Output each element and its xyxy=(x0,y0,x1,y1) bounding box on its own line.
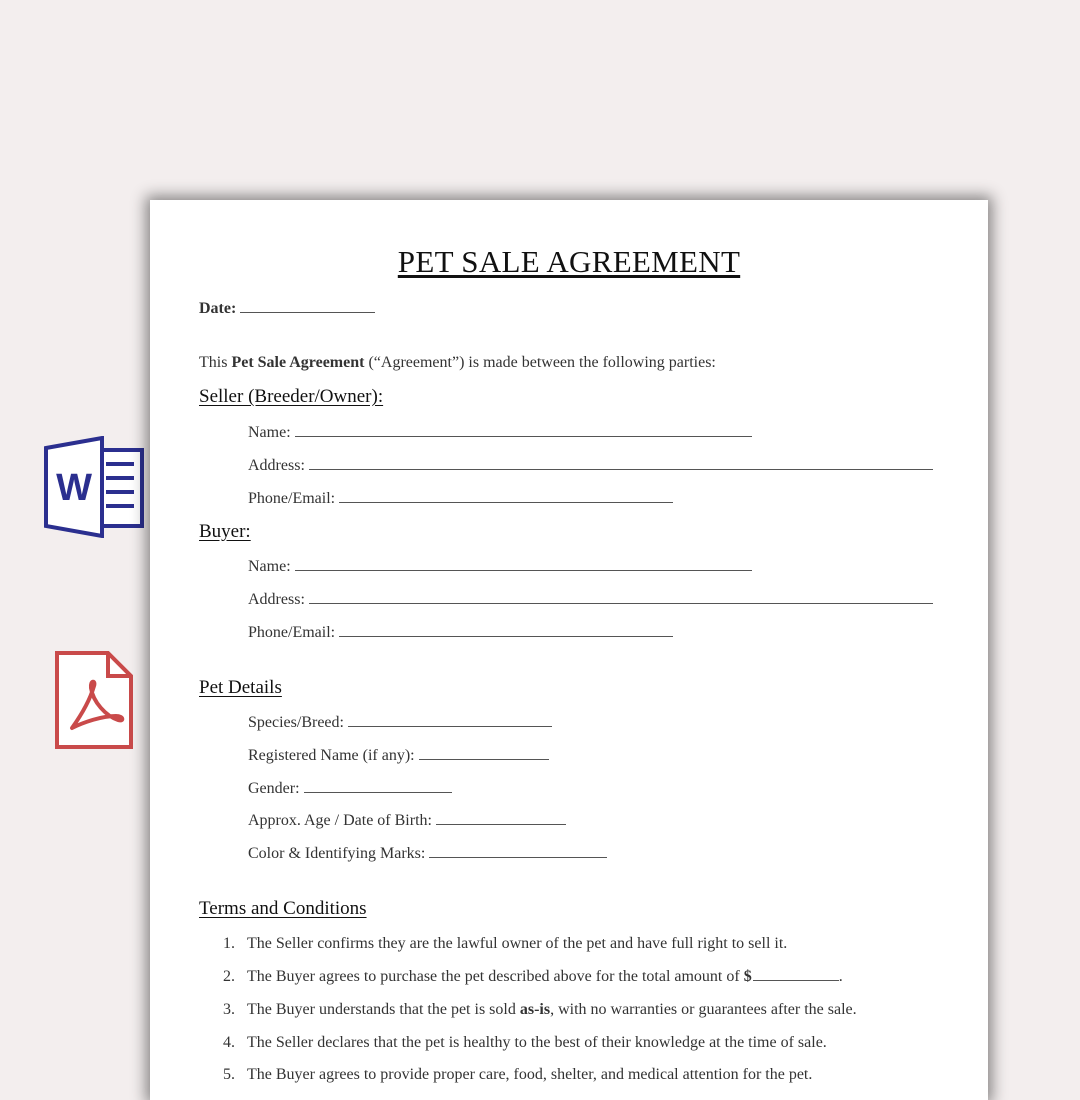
terms-item: 1. The Seller confirms they are the lawful owner of the pet and have full right to sell it. xyxy=(223,935,788,952)
terms-item: 3. The Buyer understands that the pet is sold as-is, with no warranties or guarantees after the sale. xyxy=(223,1001,857,1018)
buyer-name-row: Name: xyxy=(248,558,752,576)
document-title: PET SALE AGREEMENT xyxy=(397,244,741,279)
pdf-document-icon xyxy=(54,650,134,750)
svg-text:W: W xyxy=(56,467,92,509)
as-is-text: as-is xyxy=(519,1001,551,1018)
pet-species-blank[interactable] xyxy=(348,725,552,727)
seller-name-blank[interactable] xyxy=(295,435,752,437)
pet-registered-name-blank[interactable] xyxy=(419,758,549,760)
seller-phone-blank[interactable] xyxy=(339,501,673,503)
agreement-page xyxy=(150,200,988,1100)
pet-species-row: Species/Breed: xyxy=(248,714,552,732)
seller-address-row: Address: xyxy=(248,457,933,475)
seller-name-row: Name: xyxy=(248,424,752,442)
price-blank[interactable] xyxy=(753,979,839,981)
price-symbol: $ xyxy=(743,968,752,985)
pet-details-heading: Pet Details xyxy=(199,677,282,698)
buyer-phone-row: Phone/Email: xyxy=(248,624,673,642)
pet-gender-row: Gender: xyxy=(248,780,452,798)
buyer-address-row: Address: xyxy=(248,591,933,609)
buyer-heading: Buyer: xyxy=(199,521,251,542)
terms-item: 4. The Seller declares that the pet is healthy to the best of their knowledge at the time of sale. xyxy=(223,1034,827,1051)
buyer-name-blank[interactable] xyxy=(295,569,752,571)
terms-item: 2. The Buyer agrees to purchase the pet described above for the total amount of $ . xyxy=(223,968,843,985)
terms-item: 5. The Buyer agrees to provide proper care, food, shelter, and medical attention for the pet. xyxy=(223,1066,813,1083)
pet-gender-blank[interactable] xyxy=(304,791,452,793)
word-document-icon xyxy=(44,436,146,538)
pet-color-blank[interactable] xyxy=(429,856,607,858)
intro-paragraph: This Pet Sale Agreement (“Agreement”) is made between the following parties: xyxy=(199,354,716,371)
agreement-name: Pet Sale Agreement xyxy=(231,354,365,371)
pet-age-row: Approx. Age / Date of Birth: xyxy=(248,812,566,830)
buyer-address-blank[interactable] xyxy=(309,602,933,604)
pet-color-row: Color & Identifying Marks: xyxy=(248,845,607,863)
pet-age-blank[interactable] xyxy=(436,823,566,825)
buyer-phone-blank[interactable] xyxy=(339,635,673,637)
seller-address-blank[interactable] xyxy=(309,468,933,470)
date-row xyxy=(199,300,375,318)
date-blank[interactable] xyxy=(240,311,375,313)
seller-heading: Seller (Breeder/Owner): xyxy=(199,386,384,407)
pet-registered-name-row: Registered Name (if any): xyxy=(248,747,549,765)
date-label: Date: xyxy=(199,300,237,317)
terms-heading: Terms and Conditions xyxy=(199,898,367,919)
seller-phone-row: Phone/Email: xyxy=(248,490,673,508)
